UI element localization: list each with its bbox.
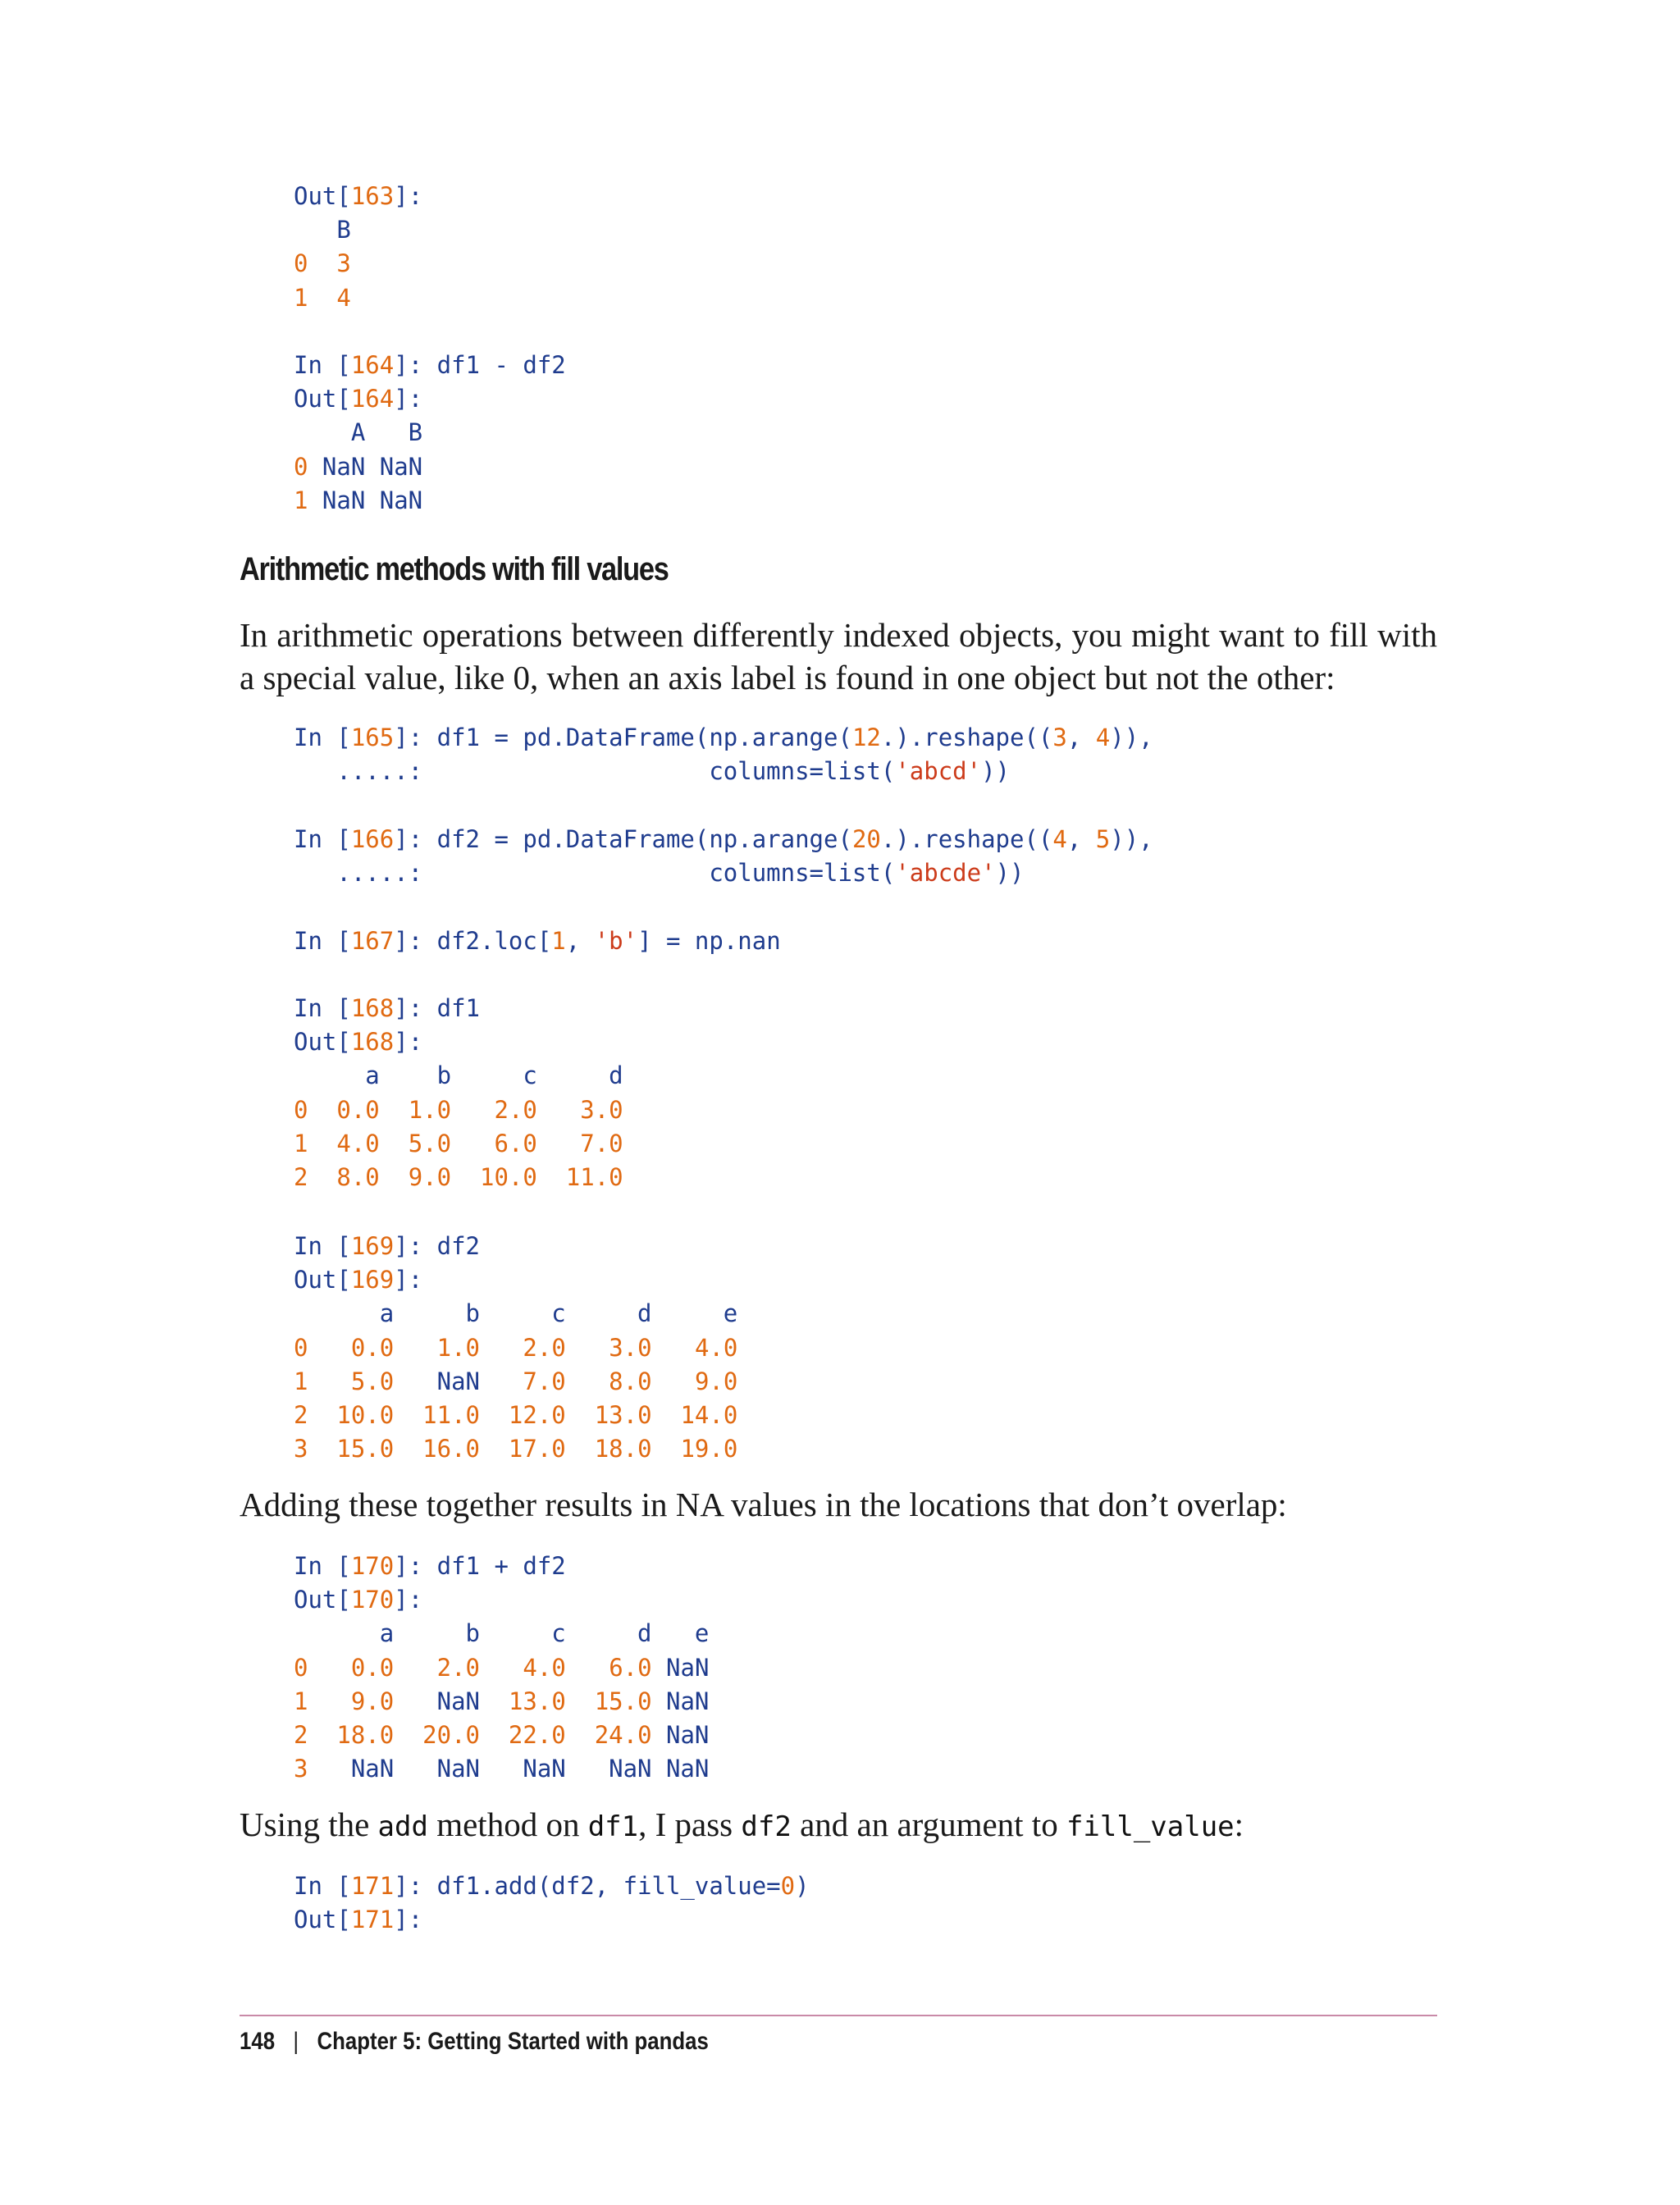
code-block-in171	[294, 1869, 810, 1937]
code-line: A B	[294, 418, 423, 447]
code-line: 0 0.0 2.0 4.0 6.0 NaN	[294, 1653, 710, 1682]
code-line: .....: columns=list('abcde'))	[294, 859, 1025, 888]
code-line: In [171]: df1.add(df2, fill_value=0)	[294, 1872, 810, 1900]
code-line: 0 0.0 1.0 2.0 3.0 4.0	[294, 1333, 738, 1362]
code-line: Out[164]:	[294, 385, 423, 413]
code-line: 2 10.0 11.0 12.0 13.0 14.0	[294, 1401, 738, 1430]
para-text: , I pass	[638, 1806, 742, 1843]
para-text: method on	[427, 1806, 588, 1843]
code-line: Out[171]:	[294, 1906, 423, 1934]
page-number: 148	[240, 2028, 276, 2055]
code-block-in164	[294, 349, 566, 518]
code-line: In [166]: df2 = pd.DataFrame(np.arange(20.).reshape((4, 5)),	[294, 825, 1153, 853]
inline-code: df1	[587, 1810, 639, 1843]
page-footer	[240, 2028, 709, 2056]
code-line: In [170]: df1 + df2	[294, 1552, 566, 1580]
code-block-in166	[294, 823, 1153, 890]
code-line: a b c d e	[294, 1619, 710, 1648]
code-line: 3 15.0 16.0 17.0 18.0 19.0	[294, 1435, 738, 1463]
code-block-in165	[294, 721, 1153, 788]
code-line: In [169]: df2	[294, 1232, 480, 1260]
code-block-in168	[294, 992, 623, 1194]
code-line: 1 4.0 5.0 6.0 7.0	[294, 1129, 623, 1157]
code-line: 1 9.0 NaN 13.0 15.0 NaN	[294, 1687, 710, 1715]
code-line: Out[163]:	[294, 182, 423, 210]
code-block-out163	[294, 180, 422, 315]
para-text: :	[1234, 1806, 1244, 1843]
code-line: Out[170]:	[294, 1586, 423, 1614]
code-line: 1 4	[294, 283, 351, 312]
code-line: a b c d	[294, 1061, 623, 1090]
code-line: In [165]: df1 = pd.DataFrame(np.arange(12.).reshape((3, 4)),	[294, 724, 1153, 751]
inline-code: add	[377, 1810, 428, 1843]
code-line: 0 NaN NaN	[294, 452, 423, 481]
code-line: In [167]: df2.loc[1, 'b'] = np.nan	[294, 927, 781, 955]
section-heading: Arithmetic methods with fill values	[240, 551, 669, 587]
code-line: 0 3	[294, 249, 351, 278]
chapter-title: Chapter 5: Getting Started with pandas	[317, 2028, 709, 2055]
para-text: Using the	[240, 1806, 378, 1843]
inline-code: df2	[741, 1810, 792, 1843]
code-line: .....: columns=list('abcd'))	[294, 757, 1010, 786]
code-line: 0 0.0 1.0 2.0 3.0	[294, 1095, 623, 1124]
code-block-in170	[294, 1550, 709, 1786]
code-line: 3 NaN NaN NaN NaN NaN	[294, 1755, 710, 1783]
code-line: 2 18.0 20.0 22.0 24.0 NaN	[294, 1721, 710, 1750]
paragraph-intro: In arithmetic operations between differently indexed objects, you might want to fill with a special value, like 0, when an axis label is found in one object but not the other:	[240, 616, 1437, 696]
code-block-in169	[294, 1230, 737, 1466]
code-line: 2 8.0 9.0 10.0 11.0	[294, 1163, 623, 1192]
code-line: a b c d e	[294, 1299, 738, 1328]
inline-code: fill_value	[1066, 1810, 1235, 1843]
code-line: In [168]: df1	[294, 994, 480, 1022]
footer-separator: |	[293, 2028, 299, 2055]
code-line: 1 5.0 NaN 7.0 8.0 9.0	[294, 1367, 738, 1395]
code-line: 1 NaN NaN	[294, 486, 423, 514]
code-line: B	[294, 216, 351, 244]
paragraph-add-method	[240, 1803, 1437, 1848]
code-line: In [164]: df1 - df2	[294, 351, 566, 379]
code-block-in167	[294, 924, 781, 958]
footer-divider	[240, 2015, 1437, 2016]
code-line: Out[169]:	[294, 1266, 423, 1294]
paragraph-overlap: Adding these together results in NA values in the locations that don’t overlap:	[240, 1486, 1287, 1523]
code-line: Out[168]:	[294, 1028, 423, 1057]
para-text: and an argument to	[791, 1806, 1066, 1843]
